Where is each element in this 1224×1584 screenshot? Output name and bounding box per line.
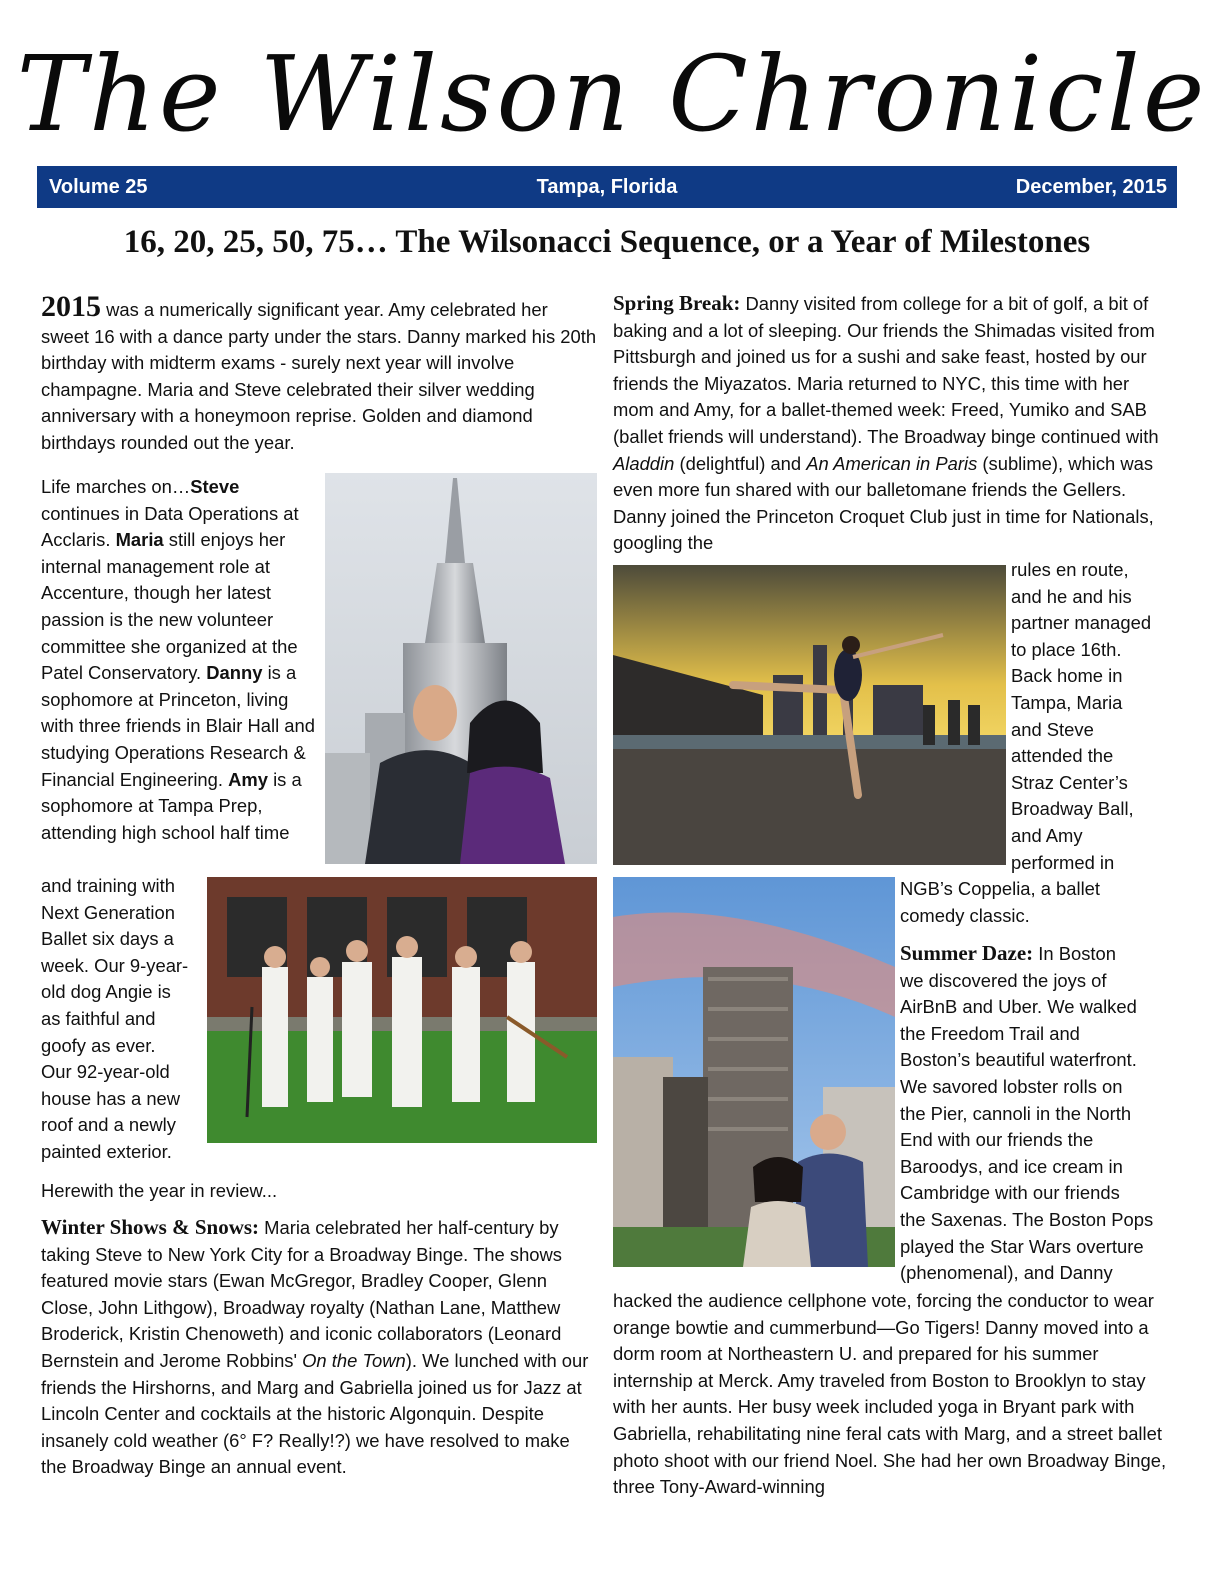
summer-line: Boston’s beautiful waterfront. — [900, 1049, 1137, 1071]
winter-text: Maria celebrated her half-century by taking Steve to New York City for a Broadway Binge. The shows featured movie stars (Ewan McGregor, Bradley Cooper, Glenn Close, John Lithgow), Broadway royalty (Nathan Lane, Matthew Broderick, Kristin Chenoweth) and iconic collaborators (Leonard Bernstein and Jerome Robbins' — [41, 1217, 562, 1371]
spring-line: performed in — [1011, 851, 1115, 873]
photo-chrysler-couple — [325, 473, 597, 864]
spring-section — [613, 290, 1173, 557]
summer-line: AirBnB and Uber. We walked — [900, 996, 1137, 1018]
winter-section — [41, 1214, 597, 1481]
spring-line: partner managed — [1011, 612, 1152, 634]
issue-info-bar — [37, 166, 1177, 208]
life-text: still enjoys her internal management role at Accenture, though her latest passion is the new volunteer committee she organized at the Patel Conservatory. — [41, 529, 298, 684]
summer-line: we discovered the joys of — [900, 969, 1107, 991]
life-paragraph — [41, 474, 323, 846]
spring-line: and Steve — [1011, 718, 1094, 740]
name-danny: Danny — [206, 662, 263, 684]
herewith-line: Herewith the year in review... — [41, 1180, 278, 1201]
photo-croquet-group — [207, 877, 597, 1143]
intro-text: was a numerically significant year. Amy celebrated her sweet 16 with a dance party under the stars. Danny marked his 20th birthday with midterm exams - surely next year will involve champagne. Maria and Steve celebrated their silver wedding anniversary with a honeymoon reprise. Golden and diamond birthdays rounded out the year. — [41, 299, 597, 453]
summer-line: the Freedom Trail and — [900, 1022, 1080, 1044]
summer-line: Cambridge with our friends — [900, 1182, 1120, 1204]
intro-year: 2015 — [41, 290, 101, 323]
intro-paragraph — [41, 290, 597, 457]
life-line: and training with — [41, 875, 175, 896]
spring-line: Tampa, Maria — [1011, 691, 1123, 713]
spring-text: (sublime), which was even more fun shared with our balletomane friends the Gellers. Danny joined the Princeton Croquet Club just in time for Nationals, googling the — [613, 452, 1154, 554]
life-text: Life marches on… — [41, 476, 191, 497]
date-label: December, 2015 — [1015, 176, 1167, 198]
name-amy: Amy — [228, 768, 268, 790]
show-title: An American in Paris — [806, 452, 978, 474]
volume-label: Volume 25 — [49, 176, 148, 198]
spring-line: Straz Center’s — [1011, 771, 1128, 793]
spring-line: to place 16th. — [1011, 638, 1122, 660]
spring-line: Back home in — [1011, 665, 1123, 687]
spring-line: and he and his — [1011, 585, 1132, 607]
winter-text: ). We lunched with our friends the Hirshorns, and Marg and Gabriella joined us for Jazz at Lincoln Center and cocktails at the historic Algonquin. Despite insanely cold weather (6° F? Really!?) we have resolved to make the Broadway Binge an annual event. — [41, 1349, 589, 1478]
photo-ballet-waterfront — [613, 565, 1006, 865]
spring-wrap-lines-2 — [900, 876, 1175, 929]
name-maria: Maria — [115, 529, 164, 551]
name-steve: Steve — [190, 476, 240, 497]
life-continued — [41, 873, 206, 1166]
life-line: Our 92-year-old — [41, 1061, 170, 1083]
summer-line: Baroodys, and ice cream in — [900, 1155, 1123, 1177]
life-line: Ballet six days a — [41, 928, 174, 950]
location-label: Tampa, Florida — [536, 176, 678, 198]
winter-title: Winter Shows & Snows: — [41, 1215, 260, 1239]
summer-line: the Saxenas. The Boston Pops — [900, 1208, 1154, 1230]
show-title: On the Town — [302, 1349, 406, 1371]
spring-title: Spring Break: — [613, 291, 741, 315]
spring-text: (delightful) and — [674, 452, 807, 474]
life-line: old dog Angie is — [41, 981, 171, 1003]
spring-wrap-lines — [1011, 557, 1181, 876]
summer-line: In Boston — [1033, 943, 1116, 964]
summer-line: We savored lobster rolls on — [900, 1075, 1123, 1097]
spring-line: Broadway Ball, — [1011, 798, 1134, 820]
life-line: Next Generation — [41, 901, 175, 923]
show-title: Aladdin — [613, 452, 675, 474]
spring-line: attended the — [1011, 745, 1114, 767]
life-line: roof and a newly — [41, 1114, 176, 1136]
main-headline: 16, 20, 25, 50, 75… The Wilsonacci Sequence, or a Year of Milestones — [123, 224, 1091, 260]
summer-line: the Pier, cannoli in the North — [900, 1102, 1132, 1124]
summer-line: played the Star Wars overture — [900, 1235, 1144, 1257]
masthead-title: The Wilson Chronicle — [16, 33, 1208, 155]
life-text: is a sophomore at Princeton, living with three friends in Blair Hall and studying Operations Research & Financial Engineering. — [41, 662, 315, 790]
life-line: house has a new — [41, 1087, 181, 1109]
spring-line: NGB’s Coppelia, a ballet — [900, 878, 1101, 899]
spring-line: comedy classic. — [900, 904, 1030, 926]
spring-line: rules en route, — [1011, 559, 1129, 580]
summer-title: Summer Daze: — [900, 941, 1034, 965]
life-text: is a sophomore at Tampa Prep, attending high school half time — [41, 768, 302, 843]
summer-continued: hacked the audience cellphone vote, forcing the conductor to wear orange bowtie and cummerbund—Go Tigers! Danny moved into a dorm room at Northeastern U. and prepared for his summer internship at Merck. Amy traveled from Boston to Brooklyn to stay with her aunts. Her busy week included yoga in Bryant park with Gabriella, rehabilitating nine feral cats with Marg, and a street ballet photo shoot with our friend Noel. She had her own Broadway Binge, three Tony-Award-winning — [613, 1290, 1167, 1498]
summer-line: (phenomenal), and Danny — [900, 1262, 1113, 1284]
summer-line: End with our friends the — [900, 1129, 1094, 1151]
life-line: painted exterior. — [41, 1140, 172, 1162]
spring-text: Danny visited from college for a bit of golf, a bit of baking and a lot of sleeping. Our friends the Shimadas visited from Pittsburgh and joined us for a sushi and sake feast, hosted by our friends the Miyazatos. Maria returned to NYC, this time with her mom and Amy, for a ballet-themed week: Freed, Yumiko and SAB (ballet friends will understand). The Broadway binge continued with — [613, 293, 1159, 447]
photo-boston-couple — [613, 877, 895, 1267]
life-line: week. Our 9-year- — [41, 954, 189, 976]
life-text: continues in Data Operations at Acclaris. — [41, 502, 299, 551]
life-line: goofy as ever. — [41, 1034, 156, 1056]
spring-line: and Amy — [1011, 824, 1083, 846]
life-line: as faithful and — [41, 1007, 156, 1029]
summer-section — [900, 940, 1175, 1287]
